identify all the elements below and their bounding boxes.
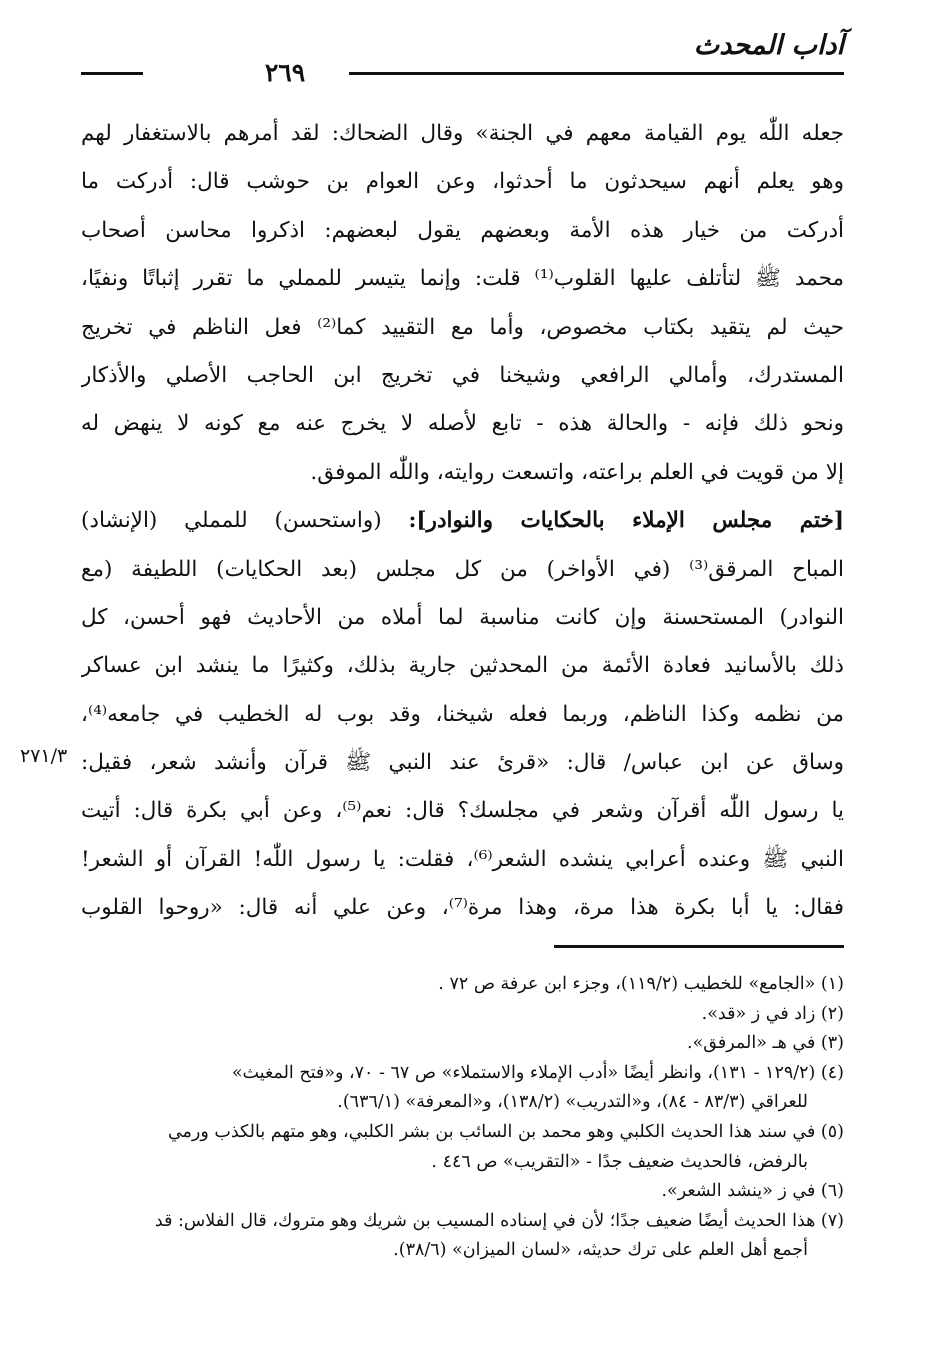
text-line: المستدرك، وأمالي الرافعي وشيخنا في تخريج ابن الحاجب الأصلي والأذكار — [81, 362, 844, 388]
section-heading-rest: (واستحسن) للمملي (الإنشاد) — [81, 508, 409, 534]
text-line: النبي ﷺ وعنده أعرابي ينشده الشعر⁽⁶⁾، فقلت: يا رسول اللّٰه! القرآن أو الشعر! — [81, 846, 844, 872]
footnote-1 — [81, 970, 844, 1000]
text-line: حيث لم يتقيد بكتاب مخصوص، وأما مع التقييد كما⁽²⁾ فعل الناظم في تخريج — [81, 314, 844, 340]
footnote-line: (١) «الجامع» للخطيب (١١٩/٢)، وجزء ابن عرفة ص ٧٢ . — [438, 974, 844, 994]
footnote-line: (٦) في ز «ينشد الشعر». — [661, 1181, 844, 1202]
text-line: المباح المرقق⁽³⁾ (في الأواخر) من كل مجلس (بعد الحكايات) اللطيفة (مع — [81, 556, 844, 582]
footnote-6 — [81, 1177, 844, 1207]
footnote-line: أجمع أهل العلم على ترك حديثه، «لسان الميزان» (٣٨/٦). — [393, 1240, 808, 1261]
text-line: يا رسول اللّٰه أقرآن وشعر في مجلسك؟ قال: نعم⁽⁵⁾، وعن أبي بكرة قال: أتيت — [81, 798, 844, 824]
section-heading-line — [81, 497, 844, 545]
footnote-7 — [81, 1207, 844, 1266]
footnote-line: للعراقي (٨٣/٣ - ٨٤)، و«التدريب» (١٣٨/٢)، و«المعرفة» (٦٣٦/١). — [337, 1092, 808, 1113]
footnote-2 — [81, 1000, 844, 1030]
footnote-line: (٣) في هـ «المرفق». — [687, 1033, 844, 1054]
text-line: ذلك بالأسانيد فعادة الأئمة من المحدثين جارية بذلك، وكثيرًا ما ينشد ابن عساكر — [81, 653, 844, 679]
footnote-separator — [554, 945, 844, 948]
footnote-4 — [81, 1059, 844, 1118]
text-line: جعله اللّٰه يوم القيامة معهم في الجنة» وقال الضحاك: لقد أمرهم بالاستغفار لهم — [81, 121, 844, 146]
text-line: ونحو ذلك فإنه - والحالة هذه - تابع لأصله لا يخرج عنه مع كونه لا ينهض له — [81, 411, 844, 437]
text-line: محمد ﷺ لتأتلف عليها القلوب⁽¹⁾ قلت: وإنما يتيسر للمملي ما تقرر إثباتًا ونفيًا، — [81, 266, 844, 292]
text-line: فقال: يا أبا بكرة هذا مرة، وهذا مرة⁽⁷⁾، وعن علي أنه قال: «روحوا القلوب — [81, 895, 844, 921]
text-line: إلا من قويت في العلم براعته، واتسعت روايته، واللّٰه الموفق. — [310, 459, 844, 485]
header-rule-right — [349, 72, 844, 75]
text-line: من نظمه وكذا الناظم، وربما فعله شيخنا، وقد بوب له الخطيب في جامعه⁽⁴⁾، — [81, 701, 844, 727]
footnotes — [81, 970, 844, 1266]
text-line: أدركت من خيار هذه الأمة وبعضهم يقول لبعضهم: اذكروا محاسن أصحاب — [81, 217, 844, 243]
text-line: وهو يعلم أنهم سيحدثون ما أحدثوا، وعن العوام بن حوشب قال: أدركت ما — [81, 169, 844, 195]
footnote-line: (٤) (١٢٩/٢ - ١٣١)، وانظر أيضًا «أدب الإملاء والاستملاء» ص ٦٧ - ٧٠، و«فتح المغيث» — [231, 1062, 844, 1083]
footnote-line: (٧) هذا الحديث أيضًا ضعيف جدًا؛ لأن في إسناده المسيب بن شريك وهو متروك، قال الفلاس: قد — [154, 1210, 844, 1231]
footnote-line: (٢) زاد في ز «قد». — [701, 1003, 844, 1024]
footnote-5 — [81, 1118, 844, 1177]
section-heading: [ختم مجلس الإملاء بالحكايات والنوادر]: — [408, 508, 844, 534]
margin-reference: ٢٧١/٣ — [20, 745, 68, 767]
footnote-3 — [81, 1029, 844, 1059]
running-title: آداب المحدث — [693, 30, 844, 61]
page-number: ٢٦٩ — [264, 58, 306, 87]
footnote-line: (٥) في سند هذا الحديث الكلبي وهو محمد بن السائب بن بشر الكلبي، وهو متهم بالكذب ورمي — [167, 1121, 844, 1142]
main-text — [81, 110, 844, 933]
header-rule-left — [81, 72, 143, 75]
text-line: النوادر) المستحسنة وإن كانت مناسبة لما أملاه من الأحاديث فهو أحسن، كل — [81, 604, 844, 630]
footnote-line: بالرفض، فالحديث ضعيف جدًا - «التقريب» ص ٤٤٦ . — [431, 1151, 808, 1172]
text-line: وساق عن ابن عباس/ قال: «قرئ عند النبي ﷺ قرآن وأنشد شعر، فقيل: — [81, 750, 844, 776]
